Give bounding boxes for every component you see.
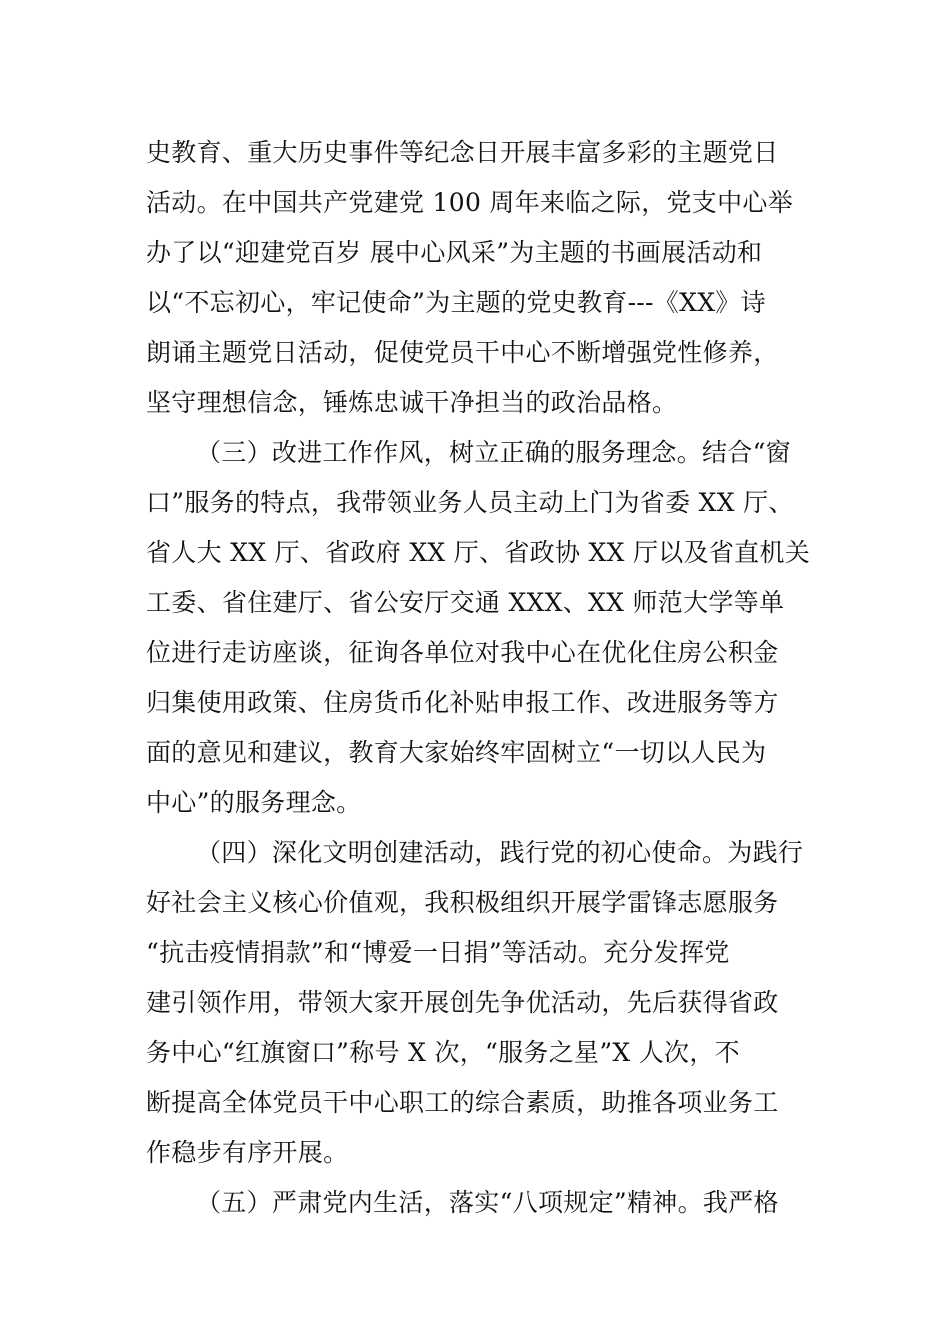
text-line: 朗诵主题党日活动，促使党员干中心不断增强党性修养， <box>146 338 779 367</box>
text-line: 史教育、重大历史事件等纪念日开展丰富多彩的主题党日 <box>146 138 779 167</box>
text-line: 务中心“红旗窗口”称号 X 次，“服务之星”X 人次，不 <box>146 1038 740 1067</box>
text-line: （三）改进工作作风，树立正确的服务理念。结合“窗 <box>196 438 791 467</box>
text-line: （四）深化文明创建活动，践行党的初心使命。为践行 <box>196 838 804 867</box>
text-line: 面的意见和建议，教育大家始终牢固树立“一切以人民为 <box>146 738 767 767</box>
text-line: 办了以“迎建党百岁 展中心风采”为主题的书画展活动和 <box>146 238 763 267</box>
text-line: 归集使用政策、住房货币化补贴申报工作、改进服务等方 <box>146 688 779 717</box>
text-line: 坚守理想信念，锤炼忠诚干净担当的政治品格。 <box>146 388 678 417</box>
text-line: 中心”的服务理念。 <box>146 788 362 817</box>
text-line: “抗击疫情捐款”和“博爱一日捐”等活动。充分发挥党 <box>146 938 730 967</box>
text-line: 工委、省住建厅、省公安厅交通 XXX、XX 师范大学等单 <box>146 588 785 617</box>
text-line: 省人大 XX 厅、省政府 XX 厅、省政协 XX 厅以及省直机关 <box>146 538 811 567</box>
text-line: 好社会主义核心价值观，我积极组织开展学雷锋志愿服务 <box>146 888 779 917</box>
text-line: 作稳步有序开展。 <box>146 1138 349 1167</box>
text-line: 以“不忘初心，牢记使命”为主题的党史教育---《XX》诗 <box>146 288 766 317</box>
text-line: 断提高全体党员干中心职工的综合素质，助推各项业务工 <box>146 1088 779 1117</box>
text-line: 口”服务的特点，我带领业务人员主动上门为省委 XX 厅、 <box>146 488 794 517</box>
text-line: 活动。在中国共产党建党 100 周年来临之际，党支中心举 <box>146 188 794 217</box>
text-line: 位进行走访座谈，征询各单位对我中心在优化住房公积金 <box>146 638 779 667</box>
text-line: （五）严肃党内生活，落实“八项规定”精神。我严格 <box>196 1188 779 1217</box>
text-line: 建引领作用，带领大家开展创先争优活动，先后获得省政 <box>146 988 779 1017</box>
